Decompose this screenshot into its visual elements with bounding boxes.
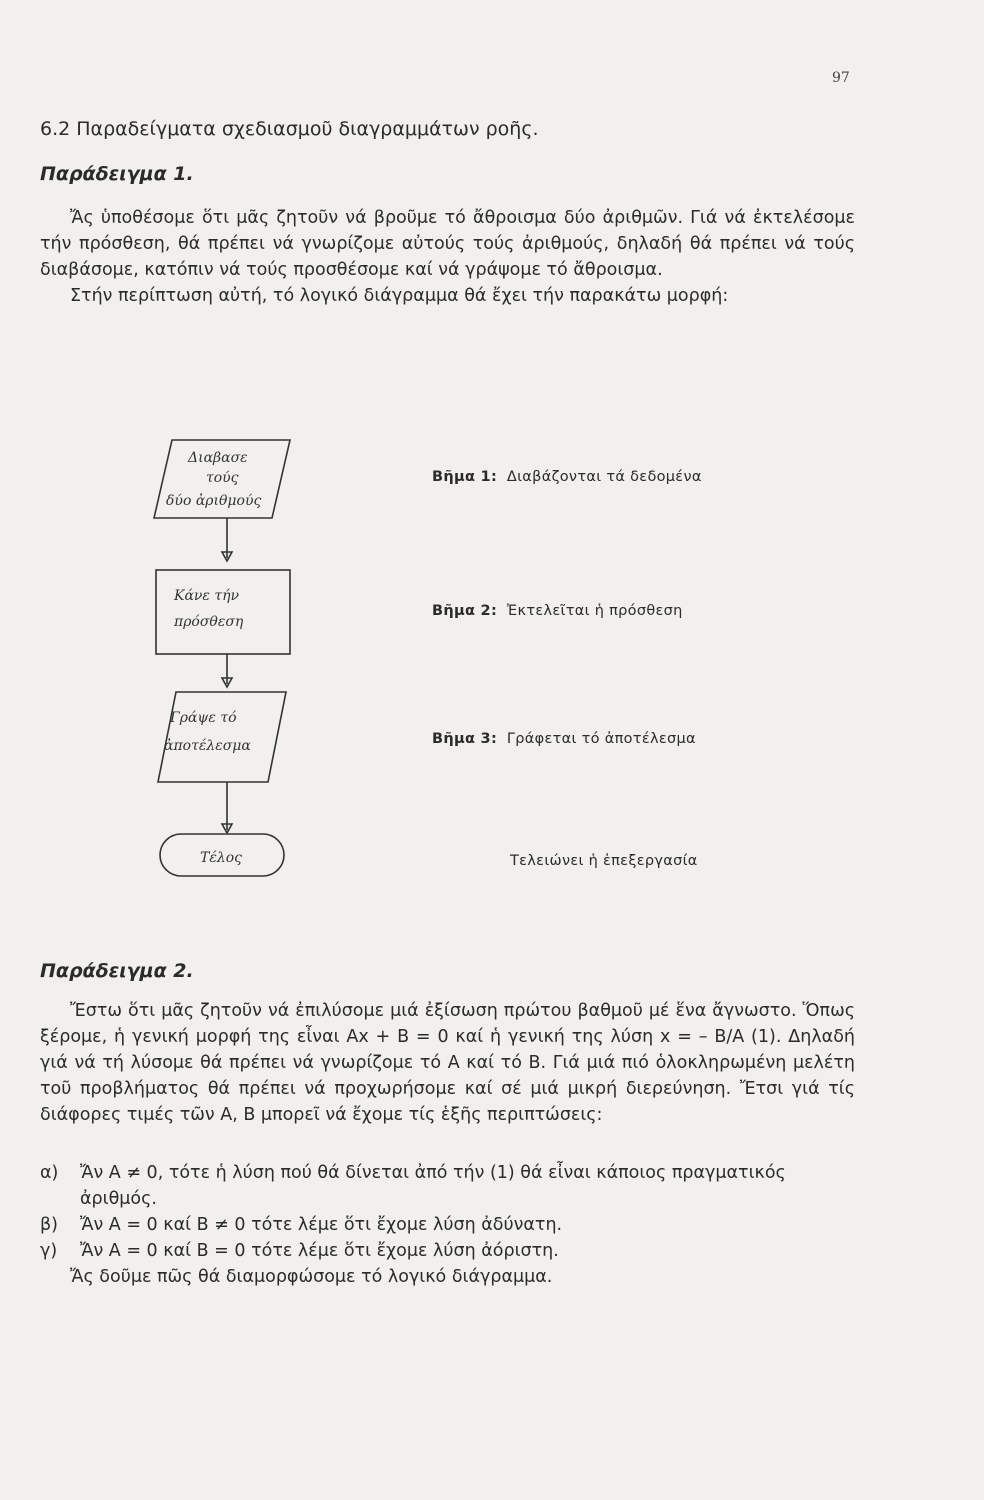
example1-paragraph1: Ἄς ὑποθέσομε ὅτι μᾶς ζητοῦν νά βροῦμε τό ἄθροισμα δύο ἀριθμῶν. Γιά νά ἐκτελέσομε τήν πρόσθεση, θά πρέπει νά γνωρίζομε αὐτούς τούς ἀριθμούς, δηλαδή θά πρέπει νά τούς διαβάσομε, κατόπιν νά τούς προσθέσομε καί νά γράψομε τό ἄθροισμα. [40, 208, 855, 280]
list-item [40, 1160, 860, 1212]
step-2 [432, 603, 683, 619]
step-3-label: Βῆμα 3: [432, 731, 498, 747]
example1-title: Παράδειγμα 1. [40, 163, 194, 185]
step-1-label: Βῆμα 1: [432, 469, 498, 485]
box3-line2: ἀποτέλεσμα [164, 738, 251, 754]
example2-paragraph: Ἔστω ὅτι μᾶς ζητοῦν νά ἐπιλύσομε μιά ἐξίσωση πρώτου βαθμοῦ μέ ἕνα ἄγνωστο. Ὅπως ξέρομε, ἡ γενική μορφή της εἶναι Ax + B = 0 καί ἡ γενική της λύση x = – B/A (1). Δηλαδή γιά νά τή λύσομε θά πρέπει νά γνωρίζομε τό A καί τό B. Γιά μιά πιό ὁλοκληρωμένη μελέτη τοῦ προβλήματος θά πρέπει νά προχωρήσομε καί σέ μιά μικρή διερεύνηση. Ἔτσι γιά τίς διάφορες τιμές τῶν A, B μπορεῖ νά ἔχομε τίς ἑξῆς περιπτώσεις: [40, 1001, 855, 1125]
step-1-text: Διαβάζονται τά δεδομένα [506, 469, 702, 485]
example2-text [40, 998, 855, 1128]
example1-paragraph2: Στήν περίπτωση αὐτή, τό λογικό διάγραμμα θά ἔχει τήν παρακάτω μορφή: [70, 286, 729, 306]
output-shape [158, 692, 286, 782]
box2-line2: πρόσθεση [174, 614, 244, 630]
case-a-text: Ἄν A ≠ 0, τότε ἡ λύση πού θά δίνεται ἀπό τήν (1) θά εἶναι κάποιος πραγματικός ἀριθμός. [80, 1163, 786, 1209]
case-c-text: Ἄν A = 0 καί B = 0 τότε λέμε ὅτι ἔχομε λύση ἀόριστη. [80, 1241, 559, 1261]
box1-line2: τούς [206, 470, 239, 486]
list-item [40, 1238, 860, 1264]
example2-closing: Ἄς δοῦμε πῶς θά διαμορφώσομε τό λογικό διάγραμμα. [70, 1267, 553, 1287]
section-title: 6.2 Παραδείγματα σχεδιασμοῦ διαγραμμάτων ροῆς. [40, 118, 539, 140]
cases-list [40, 1160, 860, 1290]
box1-line1: Διαβασε [188, 450, 248, 466]
example2-title: Παράδειγμα 2. [40, 960, 194, 982]
step-4 [510, 853, 698, 869]
step-1 [432, 469, 702, 485]
box1-line3: δύο ἀριθμούς [166, 493, 262, 509]
step-4-text: Τελειώνει ἡ ἐπεξεργασία [510, 853, 698, 869]
case-b-text: Ἄν A = 0 καί B ≠ 0 τότε λέμε ὅτι ἔχομε λύση ἀδύνατη. [80, 1215, 563, 1235]
case-b-label: β) [40, 1215, 58, 1235]
box2-line1: Κάνε τήν [174, 588, 240, 604]
step-3-text: Γράφεται τό ἀποτέλεσμα [506, 731, 696, 747]
process-shape [156, 570, 290, 654]
step-2-text: Ἐκτελεῖται ἡ πρόσθεση [506, 603, 683, 619]
list-item [40, 1212, 860, 1238]
step-3 [432, 731, 696, 747]
flowchart [140, 430, 310, 900]
page-number: 97 [832, 70, 850, 86]
step-2-label: Βῆμα 2: [432, 603, 498, 619]
example1-text [40, 205, 855, 309]
case-a-label: α) [40, 1163, 59, 1183]
case-c-label: γ) [40, 1241, 58, 1261]
box3-line1: Γράψε τό [170, 710, 237, 726]
box4-line1: Τέλος [200, 850, 242, 866]
